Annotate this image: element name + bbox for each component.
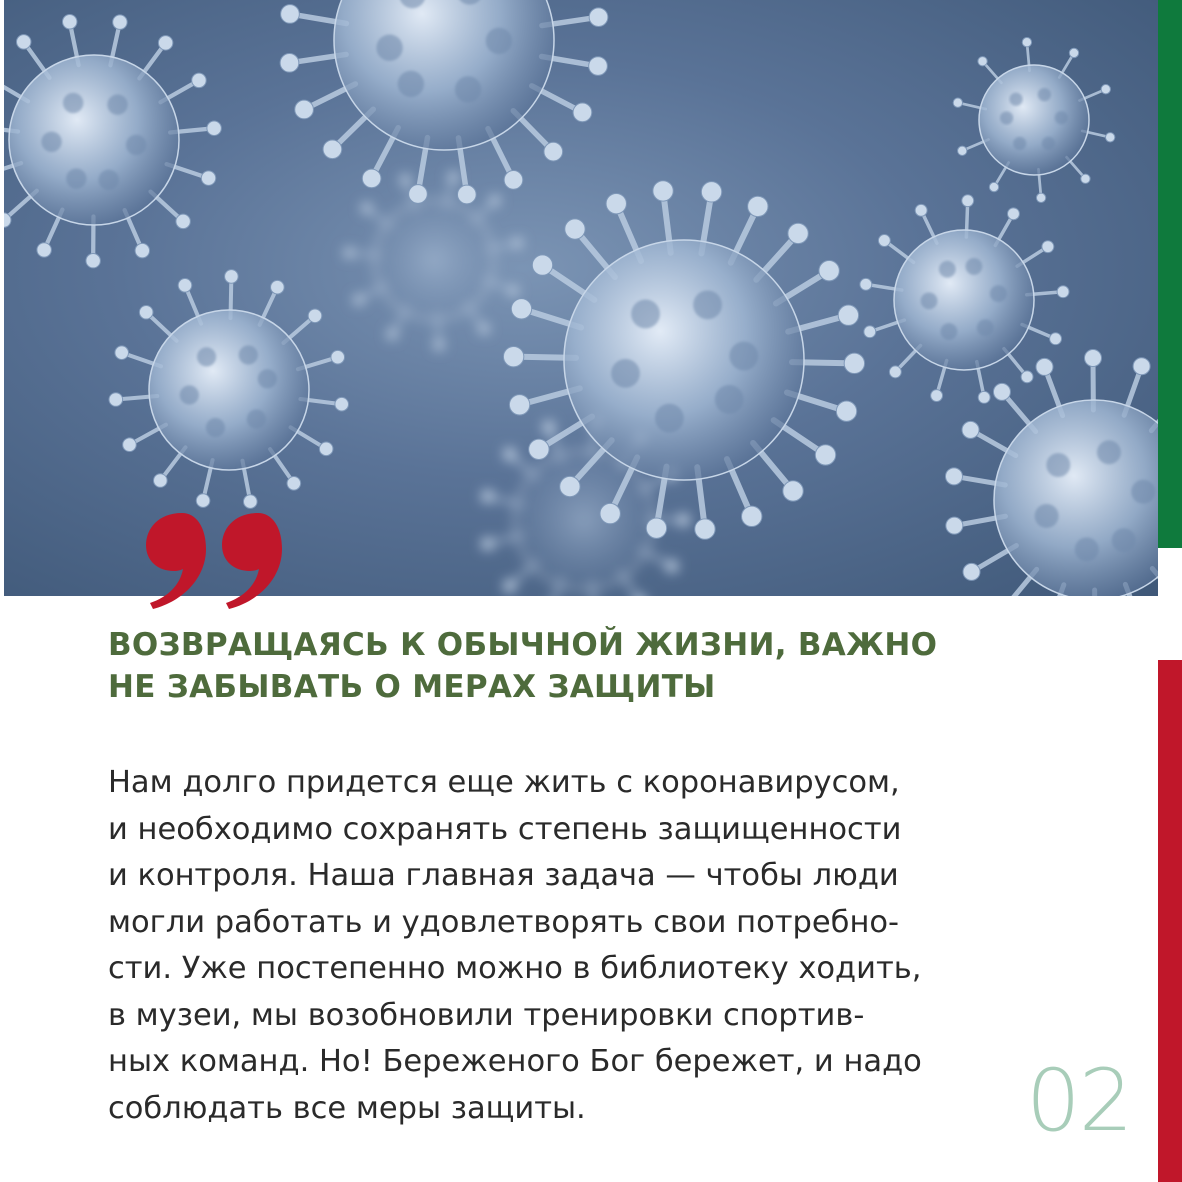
quotation-mark-icon bbox=[140, 505, 290, 610]
body-text: Нам долго придется еще жить с коронавирусом, и необходимо сохранять степень защищенности и контроля. Наша главная задача — чтобы люди могли работать и удовлетворять свои потребно- сти. Уже постепенно можно в библиотеку ходить, в музеи, мы возобновили тренировки спортив- ных команд. Но! Береженого Бог бережет, и надо соблюдать все меры защиты. bbox=[108, 765, 922, 1126]
page-number: 02 bbox=[1026, 1051, 1132, 1151]
flag-stripe-white bbox=[1158, 548, 1182, 660]
flag-stripe-red bbox=[1158, 660, 1182, 1182]
heading: ВОЗВРАЩАЯСЬ К ОБЫЧНОЙ ЖИЗНИ, ВАЖНО НЕ ЗАБЫВАТЬ О МЕРАХ ЗАЩИТЫ bbox=[108, 627, 938, 705]
flag-stripe-green bbox=[1158, 0, 1182, 548]
